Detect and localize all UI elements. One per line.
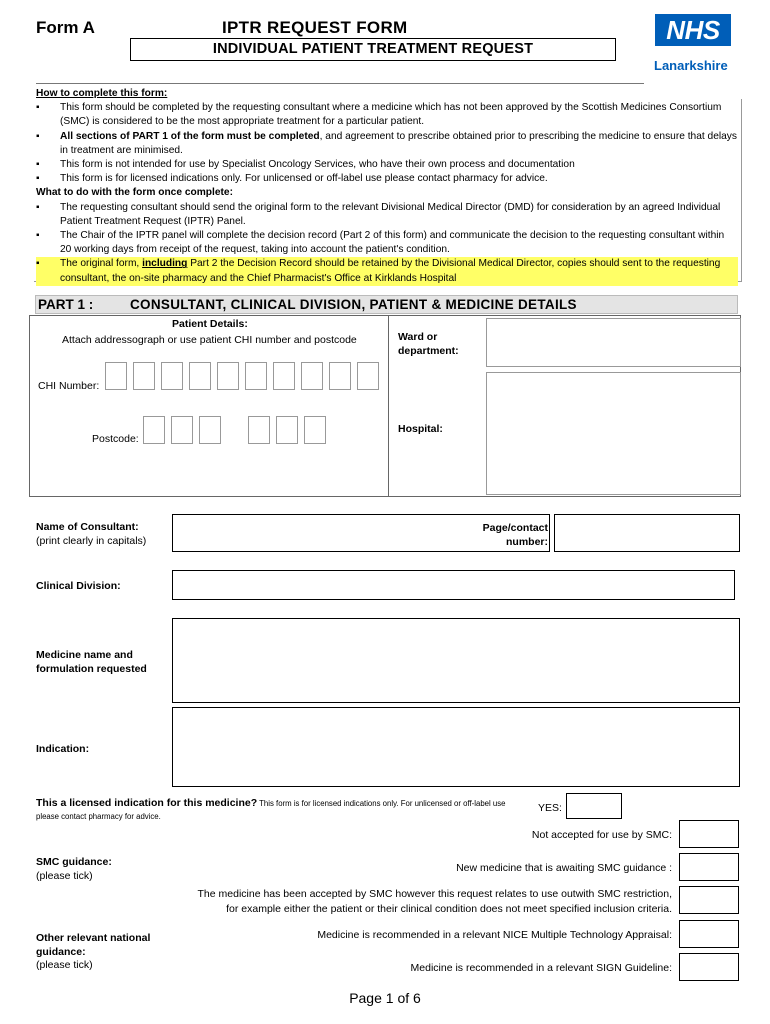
page-contact-field[interactable] (554, 514, 740, 552)
smc-option-label: New medicine that is awaiting SMC guidance : (456, 862, 672, 874)
ward-label: Ward or department: (398, 331, 459, 357)
hospital-label: Hospital: (398, 423, 443, 435)
highlighted-instruction: ▪ The original form, including Part 2 the Decision Record should be retained by the Divisional Medical Director, copies should sent to the requesting consultant, the on-site pharmacy and the Chief Pharmacist's Office at Kirklands Hospital (36, 257, 738, 285)
sign-checkbox[interactable] (679, 953, 739, 981)
chi-digit-field[interactable] (329, 362, 351, 390)
chi-digit-field[interactable] (217, 362, 239, 390)
licensed-question-block (36, 797, 516, 823)
what-heading: What to do with the form once complete: (36, 187, 233, 199)
sign-option-label: Medicine is recommended in a relevant SIGN Guideline: (410, 962, 672, 974)
part1-title: CONSULTANT, CLINICAL DIVISION, PATIENT & MEDICINE DETAILS (130, 297, 577, 312)
national-guidance-label: Other relevant national guidance: (36, 932, 151, 958)
postcode-char-field[interactable] (248, 416, 270, 444)
postcode-char-field[interactable] (143, 416, 165, 444)
page-number: Page 1 of 6 (349, 990, 421, 1006)
ward-field[interactable] (486, 318, 741, 367)
instructions (36, 87, 738, 286)
postcode-char-field[interactable] (304, 416, 326, 444)
how-heading: How to complete this form: (36, 88, 168, 99)
instruction-item: ▪ This form should be completed by the requesting consultant where a medicine which has not been approved by the Scottish Medicines Consortium (SMC) is considered to be the most appropriate treatment for a particular patient. (36, 101, 738, 129)
postcode-char-field[interactable] (199, 416, 221, 444)
nice-checkbox[interactable] (679, 920, 739, 948)
licensed-yes-checkbox[interactable] (566, 793, 622, 819)
indication-label: Indication: (36, 743, 90, 755)
form-title: IPTR REQUEST FORM (222, 18, 408, 37)
form-label: Form A (36, 18, 95, 37)
postcode-char-field[interactable] (276, 416, 298, 444)
chi-digit-field[interactable] (133, 362, 155, 390)
consultant-hint: (print clearly in capitals) (36, 535, 147, 547)
smc-hint: (please tick) (36, 870, 93, 882)
smc-outwith-restriction-checkbox[interactable] (679, 886, 739, 914)
smc-not-accepted-checkbox[interactable] (679, 820, 739, 848)
nhs-logo-sub: Lanarkshire (654, 58, 728, 73)
yes-label: YES: (538, 802, 562, 814)
consultant-label: Name of Consultant: (36, 521, 139, 533)
national-guidance-hint: (please tick) (36, 959, 93, 971)
smc-label: SMC guidance: (36, 856, 112, 868)
attach-instruction: Attach addressograph or use patient CHI number and postcode (62, 334, 357, 346)
chi-digit-field[interactable] (273, 362, 295, 390)
postcode-char-field[interactable] (171, 416, 193, 444)
header-rule (36, 83, 644, 84)
smc-awaiting-checkbox[interactable] (679, 853, 739, 881)
part1-header (35, 295, 738, 314)
instruction-item: ▪ All sections of PART 1 of the form must be completed, and agreement to prescribe obtained prior to prescribing the medicine to ensure that delays in treatment are minimised. (36, 130, 738, 158)
patient-details-heading: Patient Details: (172, 318, 248, 330)
instruction-item: ▪ The Chair of the IPTR panel will complete the decision record (Part 2 of this form) and communicate the decision to the requesting consultant within 20 working days from receipt of the request, taking into account the patient's condition. (36, 229, 738, 257)
instruction-item: ▪ This form is for licensed indications only. For unlicensed or off-label use please contact pharmacy for advice. (36, 172, 738, 186)
licensed-note: This form is for licensed indications only. For unlicensed or off-label use please contact pharmacy for advice. (36, 799, 506, 821)
instruction-item: ▪ The requesting consultant should send the original form to the relevant Divisional Medical Director (DMD) for consideration by an agreed Individual Patient Treatment Request (IPTR) Panel. (36, 201, 738, 229)
page-contact-label: Page/contact number: (482, 522, 548, 548)
licensed-question: This a licensed indication for this medicine? (36, 797, 258, 809)
nice-option-label: Medicine is recommended in a relevant NICE Multiple Technology Appraisal: (317, 929, 672, 941)
instruction-item: ▪ This form is not intended for use by Specialist Oncology Services, who have their own process and documentation (36, 158, 738, 172)
chi-digit-field[interactable] (161, 362, 183, 390)
division-field[interactable] (172, 570, 735, 600)
medicine-label: Medicine name and formulation requested (36, 649, 147, 675)
nhs-logo: NHS (655, 14, 731, 46)
medicine-field[interactable] (172, 618, 740, 703)
part1-label: PART 1 : (38, 297, 94, 312)
smc-option-label: Not accepted for use by SMC: (531, 829, 672, 841)
smc-option-label: The medicine has been accepted by SMC however this request relates to use outwith SMC restriction, for example either the patient or their clinical condition does not meet specified inclusion criteria. (197, 888, 672, 915)
section-divider (388, 315, 389, 497)
chi-label: CHI Number: (38, 380, 100, 392)
chi-digit-field[interactable] (105, 362, 127, 390)
hospital-field[interactable] (486, 372, 741, 495)
chi-digit-field[interactable] (301, 362, 323, 390)
indication-field[interactable] (172, 707, 740, 787)
chi-digit-field[interactable] (245, 362, 267, 390)
form-subtitle: INDIVIDUAL PATIENT TREATMENT REQUEST (130, 38, 616, 61)
postcode-label: Postcode: (92, 433, 139, 445)
chi-digit-field[interactable] (357, 362, 379, 390)
division-label: Clinical Division: (36, 580, 121, 592)
chi-digit-field[interactable] (189, 362, 211, 390)
